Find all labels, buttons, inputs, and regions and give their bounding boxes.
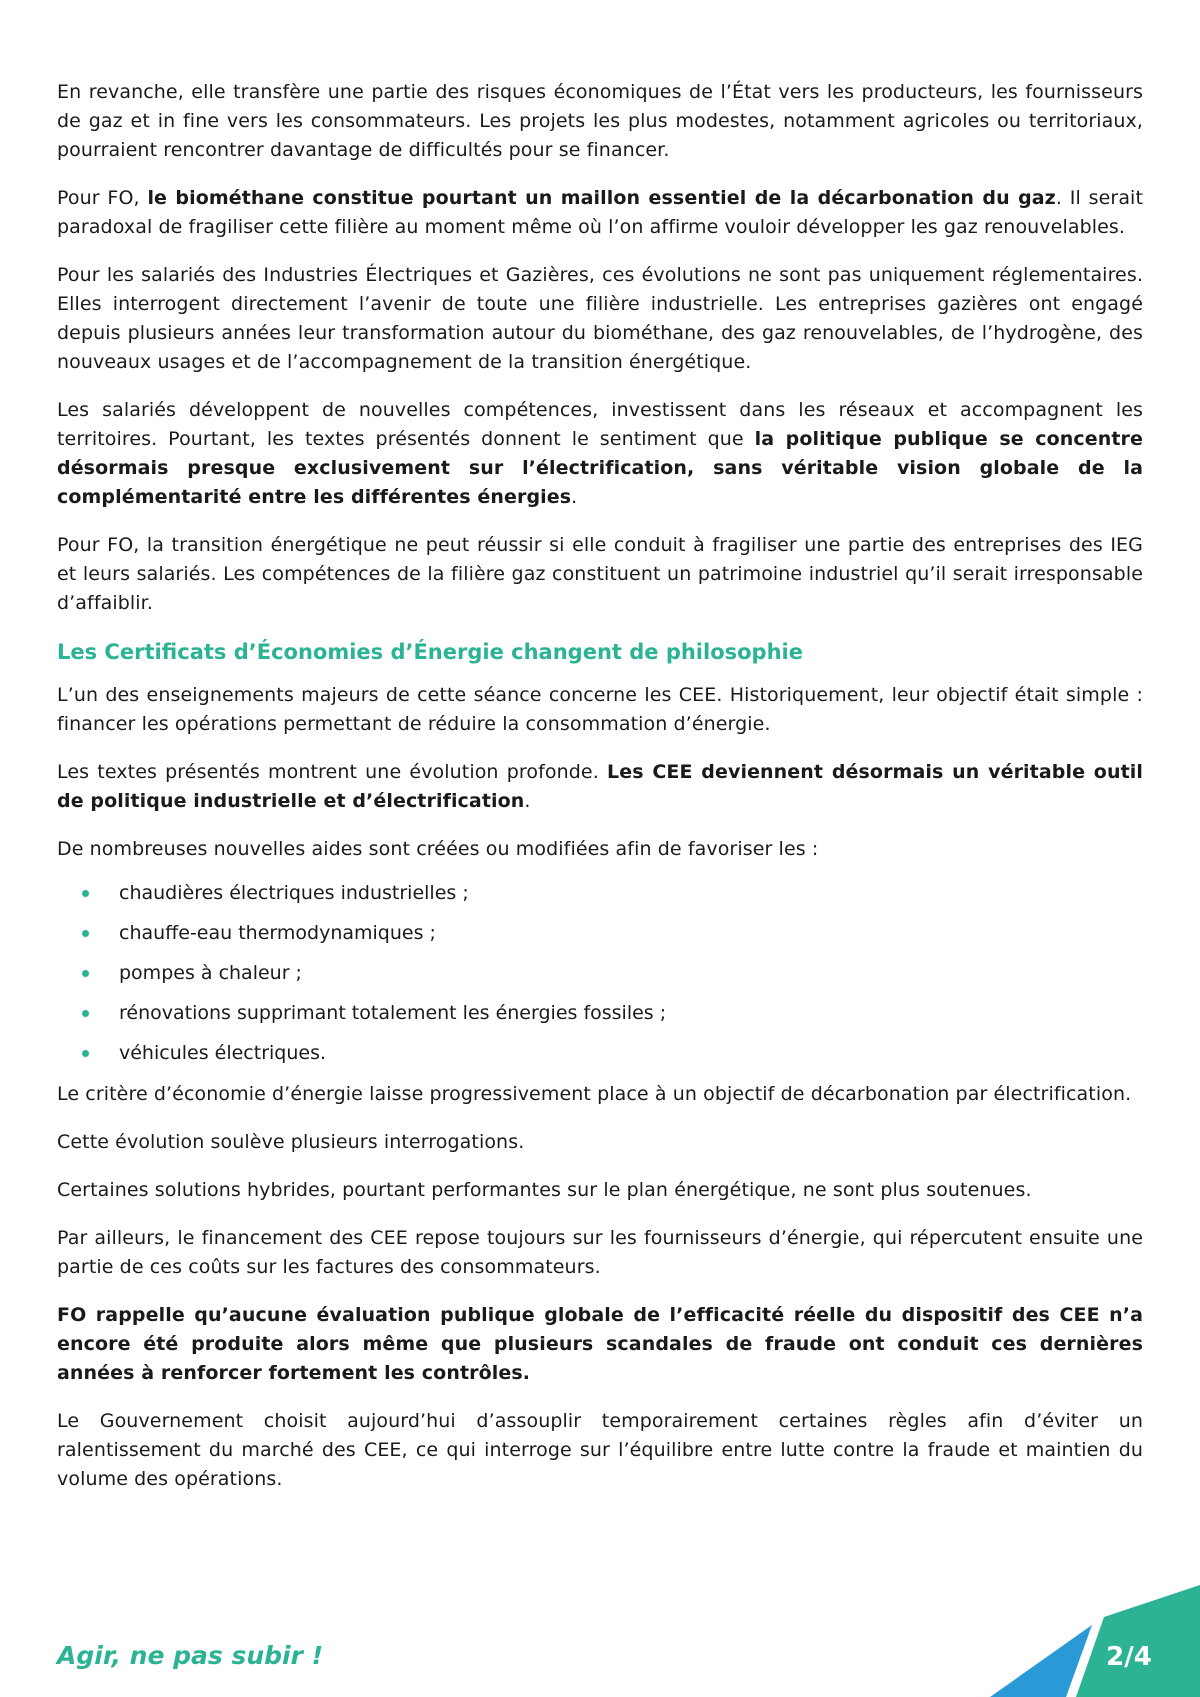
footer-slogan: Agir, ne pas subir ! <box>57 1641 324 1670</box>
section-heading: Les Certificats d’Économies d’Énergie changent de philosophie <box>57 640 803 664</box>
paragraph: En revanche, elle transfère une partie des risques économiques de l’État vers les producteurs, les fournisseurs de gaz et in fine vers les consommateurs. Les projets les plus modestes, notamment agricoles ou territoriaux, pourraient rencontrer davantage de difficultés pour se financer. <box>57 81 1143 161</box>
list-item <box>57 1039 1143 1068</box>
bullet-icon <box>82 970 89 977</box>
document-body <box>57 78 1143 1513</box>
list-item-text: véhicules électriques. <box>119 1042 327 1064</box>
list-item <box>57 999 1143 1028</box>
paragraph <box>57 184 1143 242</box>
paragraph-text: Les salariés développent de nouvelles compétences, investissent dans les réseaux et accompagnent les territoires. Pourtant, les textes présentés donnent le sentiment que <box>57 399 1143 450</box>
list-item <box>57 919 1143 948</box>
bullet-list <box>57 879 1143 1068</box>
corner-green-shape <box>1076 1585 1200 1697</box>
paragraph-text: . Il serait paradoxal de fragiliser cette filière au moment même où l’on affirme vouloir développer les gaz renouvelables. <box>57 187 1143 238</box>
paragraph-text: Les textes présentés montrent une évolution profonde. <box>57 761 608 783</box>
list-item <box>57 879 1143 908</box>
paragraph-text: . <box>524 790 531 812</box>
paragraph <box>57 396 1143 512</box>
list-item-text: chaudières électriques industrielles ; <box>119 882 469 904</box>
page-corner-decoration <box>990 1585 1200 1697</box>
bullet-icon <box>82 890 89 897</box>
bullet-icon <box>82 930 89 937</box>
paragraph-emphasis: Les CEE deviennent désormais un véritable outil de politique industrielle et d’électrification <box>57 761 1143 812</box>
paragraph: De nombreuses nouvelles aides sont créées ou modifiées afin de favoriser les : <box>57 838 819 860</box>
bullet-icon <box>82 1050 89 1057</box>
paragraph: L’un des enseignements majeurs de cette séance concerne les CEE. Historiquement, leur objectif était simple : financer les opérations permettant de réduire la consommation d’énergie. <box>57 684 1143 735</box>
paragraph: Par ailleurs, le financement des CEE repose toujours sur les fournisseurs d’énergie, qui répercutent ensuite une partie de ces coûts sur les factures des consommateurs. <box>57 1227 1143 1278</box>
paragraph-emphasis: le biométhane constitue pourtant un maillon essentiel de la décarbonation du gaz <box>147 187 1056 209</box>
list-item <box>57 959 1143 988</box>
list-item-text: pompes à chaleur ; <box>119 962 302 984</box>
list-item-text: chauffe-eau thermodynamiques ; <box>119 922 436 944</box>
paragraph: Le critère d’économie d’énergie laisse progressivement place à un objectif de décarbonation par électrification. <box>57 1083 1132 1105</box>
paragraph-text: Pour FO, <box>57 187 148 209</box>
paragraph: Pour les salariés des Industries Électriques et Gazières, ces évolutions ne sont pas uniquement réglementaires. Elles interrogent directement l’avenir de toute une filière industrielle. Les entreprises gazières ont engagé depuis plusieurs années leur transformation autour du biométhane, des gaz renouvelables, de l’hydrogène, des nouveaux usages et de l’accompagnement de la transition énergétique. <box>57 264 1143 373</box>
paragraph-bold: FO rappelle qu’aucune évaluation publique globale de l’efficacité réelle du dispositif des CEE n’a encore été produite alors même que plusieurs scandales de fraude ont conduit ces dernières années à renforcer fortement les contrôles. <box>57 1304 1143 1384</box>
paragraph <box>57 758 1143 816</box>
list-item-text: rénovations supprimant totalement les énergies fossiles ; <box>119 1002 667 1024</box>
page-number: 2/4 <box>1106 1642 1152 1672</box>
corner-blue-shape <box>990 1625 1092 1697</box>
paragraph: Pour FO, la transition énergétique ne peut réussir si elle conduit à fragiliser une partie des entreprises des IEG et leurs salariés. Les compétences de la filière gaz constituent un patrimoine industriel qu’il serait irresponsable d’affaiblir. <box>57 534 1143 614</box>
bullet-icon <box>82 1010 89 1017</box>
paragraph-text: . <box>571 486 578 508</box>
paragraph: Cette évolution soulève plusieurs interrogations. <box>57 1131 525 1153</box>
paragraph: Le Gouvernement choisit aujourd’hui d’assouplir temporairement certaines règles afin d’éviter un ralentissement du marché des CEE, ce qui interroge sur l’équilibre entre lutte contre la fraude et maintien du volume des opérations. <box>57 1410 1143 1490</box>
paragraph: Certaines solutions hybrides, pourtant performantes sur le plan énergétique, ne sont plus soutenues. <box>57 1179 1032 1201</box>
paragraph-emphasis: la politique publique se concentre désormais presque exclusivement sur l’électrification, sans véritable vision globale de la complémentarité entre les différentes énergies <box>57 428 1143 508</box>
